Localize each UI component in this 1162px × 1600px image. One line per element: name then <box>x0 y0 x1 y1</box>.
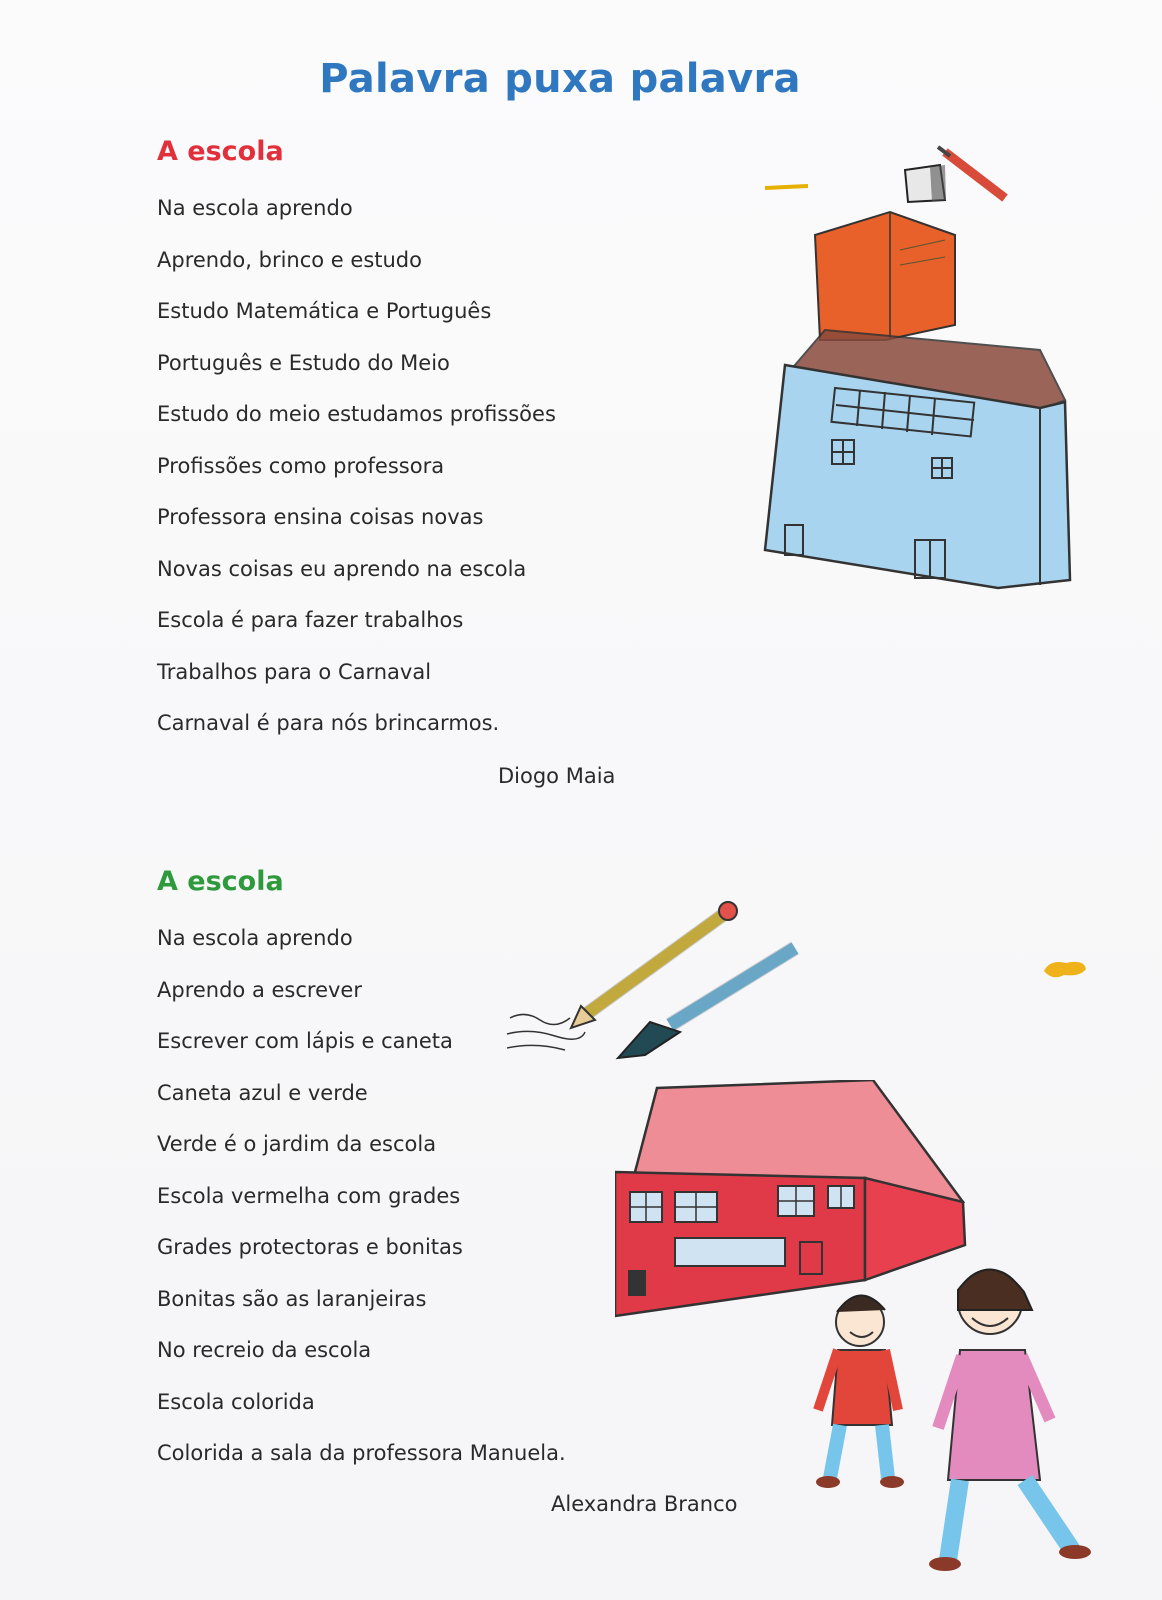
poem-line: Escrever com lápis e caneta <box>157 1029 453 1053</box>
blue-school-drawing-icon <box>740 140 1120 610</box>
poem-line: Aprendo a escrever <box>157 977 362 1002</box>
poem-line: Carnaval é para nós brincarmos. <box>157 711 500 735</box>
poem-line: Na escola aprendo <box>157 196 353 220</box>
poem-line: No recreio da escola <box>157 1338 372 1362</box>
pen-icon <box>610 940 820 1070</box>
poem-line: Escola vermelha com grades <box>157 1183 461 1208</box>
poem-line: Na escola aprendo <box>157 926 353 950</box>
poem-line: Novas coisas eu aprendo na escola <box>157 556 527 581</box>
poem-1-author: Diogo Maia <box>498 764 616 788</box>
poem-2-author: Alexandra Branco <box>551 1492 738 1516</box>
page-title: Palavra puxa palavra <box>319 56 801 102</box>
poem-1-title: A escola <box>157 136 284 167</box>
children-icon <box>810 1250 1100 1580</box>
paint-splotch-icon <box>1040 955 1090 985</box>
poem-line: Caneta azul e verde <box>157 1080 368 1105</box>
poem-2-title: A escola <box>157 866 284 897</box>
poem-line: Português e Estudo do Meio <box>157 350 450 375</box>
poem-line: Aprendo, brinco e estudo <box>157 247 422 272</box>
poem-line: Estudo do meio estudamos profissões <box>157 402 556 426</box>
poem-line: Trabalhos para o Carnaval <box>157 659 432 684</box>
poem-line: Professora ensina coisas novas <box>157 505 484 529</box>
poem-line: Escola é para fazer trabalhos <box>157 608 464 632</box>
poem-line: Colorida a sala da professora Manuela. <box>157 1441 566 1465</box>
poem-line: Bonitas são as laranjeiras <box>157 1286 427 1311</box>
poem-line: Grades protectoras e bonitas <box>157 1235 463 1259</box>
poem-line: Estudo Matemática e Português <box>157 299 492 323</box>
poem-line: Verde é o jardim da escola <box>157 1132 437 1156</box>
poem-line: Profissões como professora <box>157 453 445 478</box>
poem-1-lines <box>157 196 556 763</box>
poem-line: Escola colorida <box>157 1389 315 1414</box>
